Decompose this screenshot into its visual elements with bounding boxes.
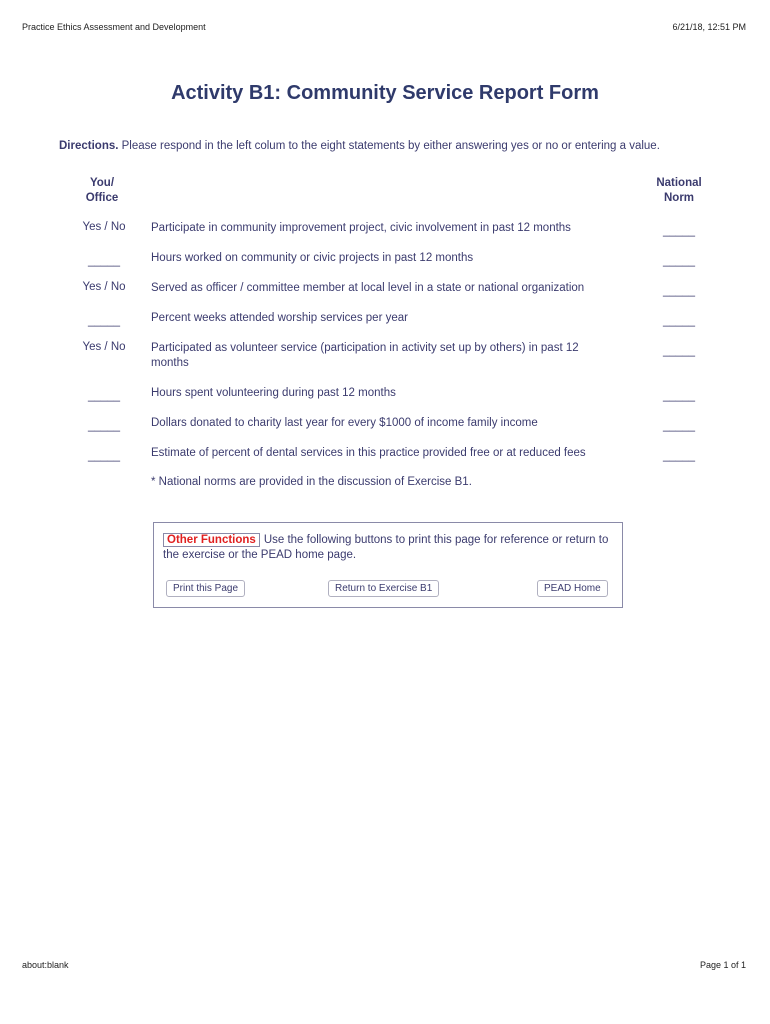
you-office-answer[interactable]: Yes / No — [82, 281, 126, 293]
you-office-answer[interactable]: _____ — [88, 420, 120, 432]
print-footer-page-number: Page 1 of 1 — [699, 960, 746, 970]
print-header — [22, 22, 746, 32]
national-norm-value: _____ — [663, 225, 695, 237]
other-functions-box — [153, 522, 623, 608]
pead-home-button[interactable]: PEAD Home — [537, 580, 608, 597]
print-page-button[interactable]: Print this Page — [166, 580, 245, 597]
you-office-answer[interactable]: _____ — [88, 450, 120, 462]
column-header-norm: Norm — [663, 192, 695, 204]
you-office-answer[interactable]: _____ — [88, 315, 120, 327]
print-header-timestamp: 6/21/18, 12:51 PM — [672, 22, 746, 32]
statement-text: Estimate of percent of dental services in this practice provided free or at reduced fees — [151, 447, 586, 459]
print-footer-url: about:blank — [22, 960, 69, 970]
you-office-answer[interactable]: _____ — [88, 390, 120, 402]
directions — [59, 140, 739, 152]
column-header-national: National — [656, 177, 702, 189]
column-header-you-office — [72, 176, 132, 206]
statement-text: Percent weeks attended worship services per year — [151, 312, 408, 324]
page-title: Activity B1: Community Service Report Form — [171, 82, 599, 104]
statement-text: Dollars donated to charity last year for every $1000 of income family income — [151, 417, 538, 429]
national-norm-value: _____ — [663, 255, 695, 267]
print-header-title: Practice Ethics Assessment and Development — [22, 22, 206, 32]
directions-text: Please respond in the left colum to the eight statements by either answering yes or no or entering a value. — [118, 140, 660, 152]
other-functions-description: Use the following buttons to print this page for reference or return to the exercise or the PEAD home page. — [163, 534, 609, 561]
you-office-answer[interactable]: _____ — [88, 255, 120, 267]
statement-text: Participate in community improvement project, civic involvement in past 12 months — [151, 222, 571, 234]
national-norm-value: _____ — [663, 420, 695, 432]
other-functions-text — [163, 533, 613, 563]
statement-text: Served as officer / committee member at local level in a state or national organization — [151, 282, 585, 294]
column-header-you: You/ — [89, 177, 115, 189]
return-to-exercise-button[interactable]: Return to Exercise B1 — [328, 580, 439, 597]
you-office-answer[interactable]: Yes / No — [82, 221, 126, 233]
statement-text: Participated as volunteer service (participation in activity set up by others) in past 12 months — [151, 342, 579, 369]
other-functions-label: Other Functions — [163, 533, 260, 547]
column-header-office: Office — [85, 192, 119, 204]
statement-text: Hours spent volunteering during past 12 months — [151, 387, 396, 399]
national-norm-value: _____ — [663, 345, 695, 357]
national-norm-value: _____ — [663, 390, 695, 402]
national-norm-value: _____ — [663, 450, 695, 462]
directions-label: Directions. — [59, 140, 119, 152]
statement-text: Hours worked on community or civic projects in past 12 months — [151, 252, 474, 264]
national-norm-value: _____ — [663, 285, 695, 297]
national-norms-note: * National norms are provided in the discussion of Exercise B1. — [151, 476, 472, 488]
national-norm-value: _____ — [663, 315, 695, 327]
column-header-national-norm — [645, 176, 713, 206]
you-office-answer[interactable]: Yes / No — [82, 341, 126, 353]
print-footer — [22, 960, 746, 970]
